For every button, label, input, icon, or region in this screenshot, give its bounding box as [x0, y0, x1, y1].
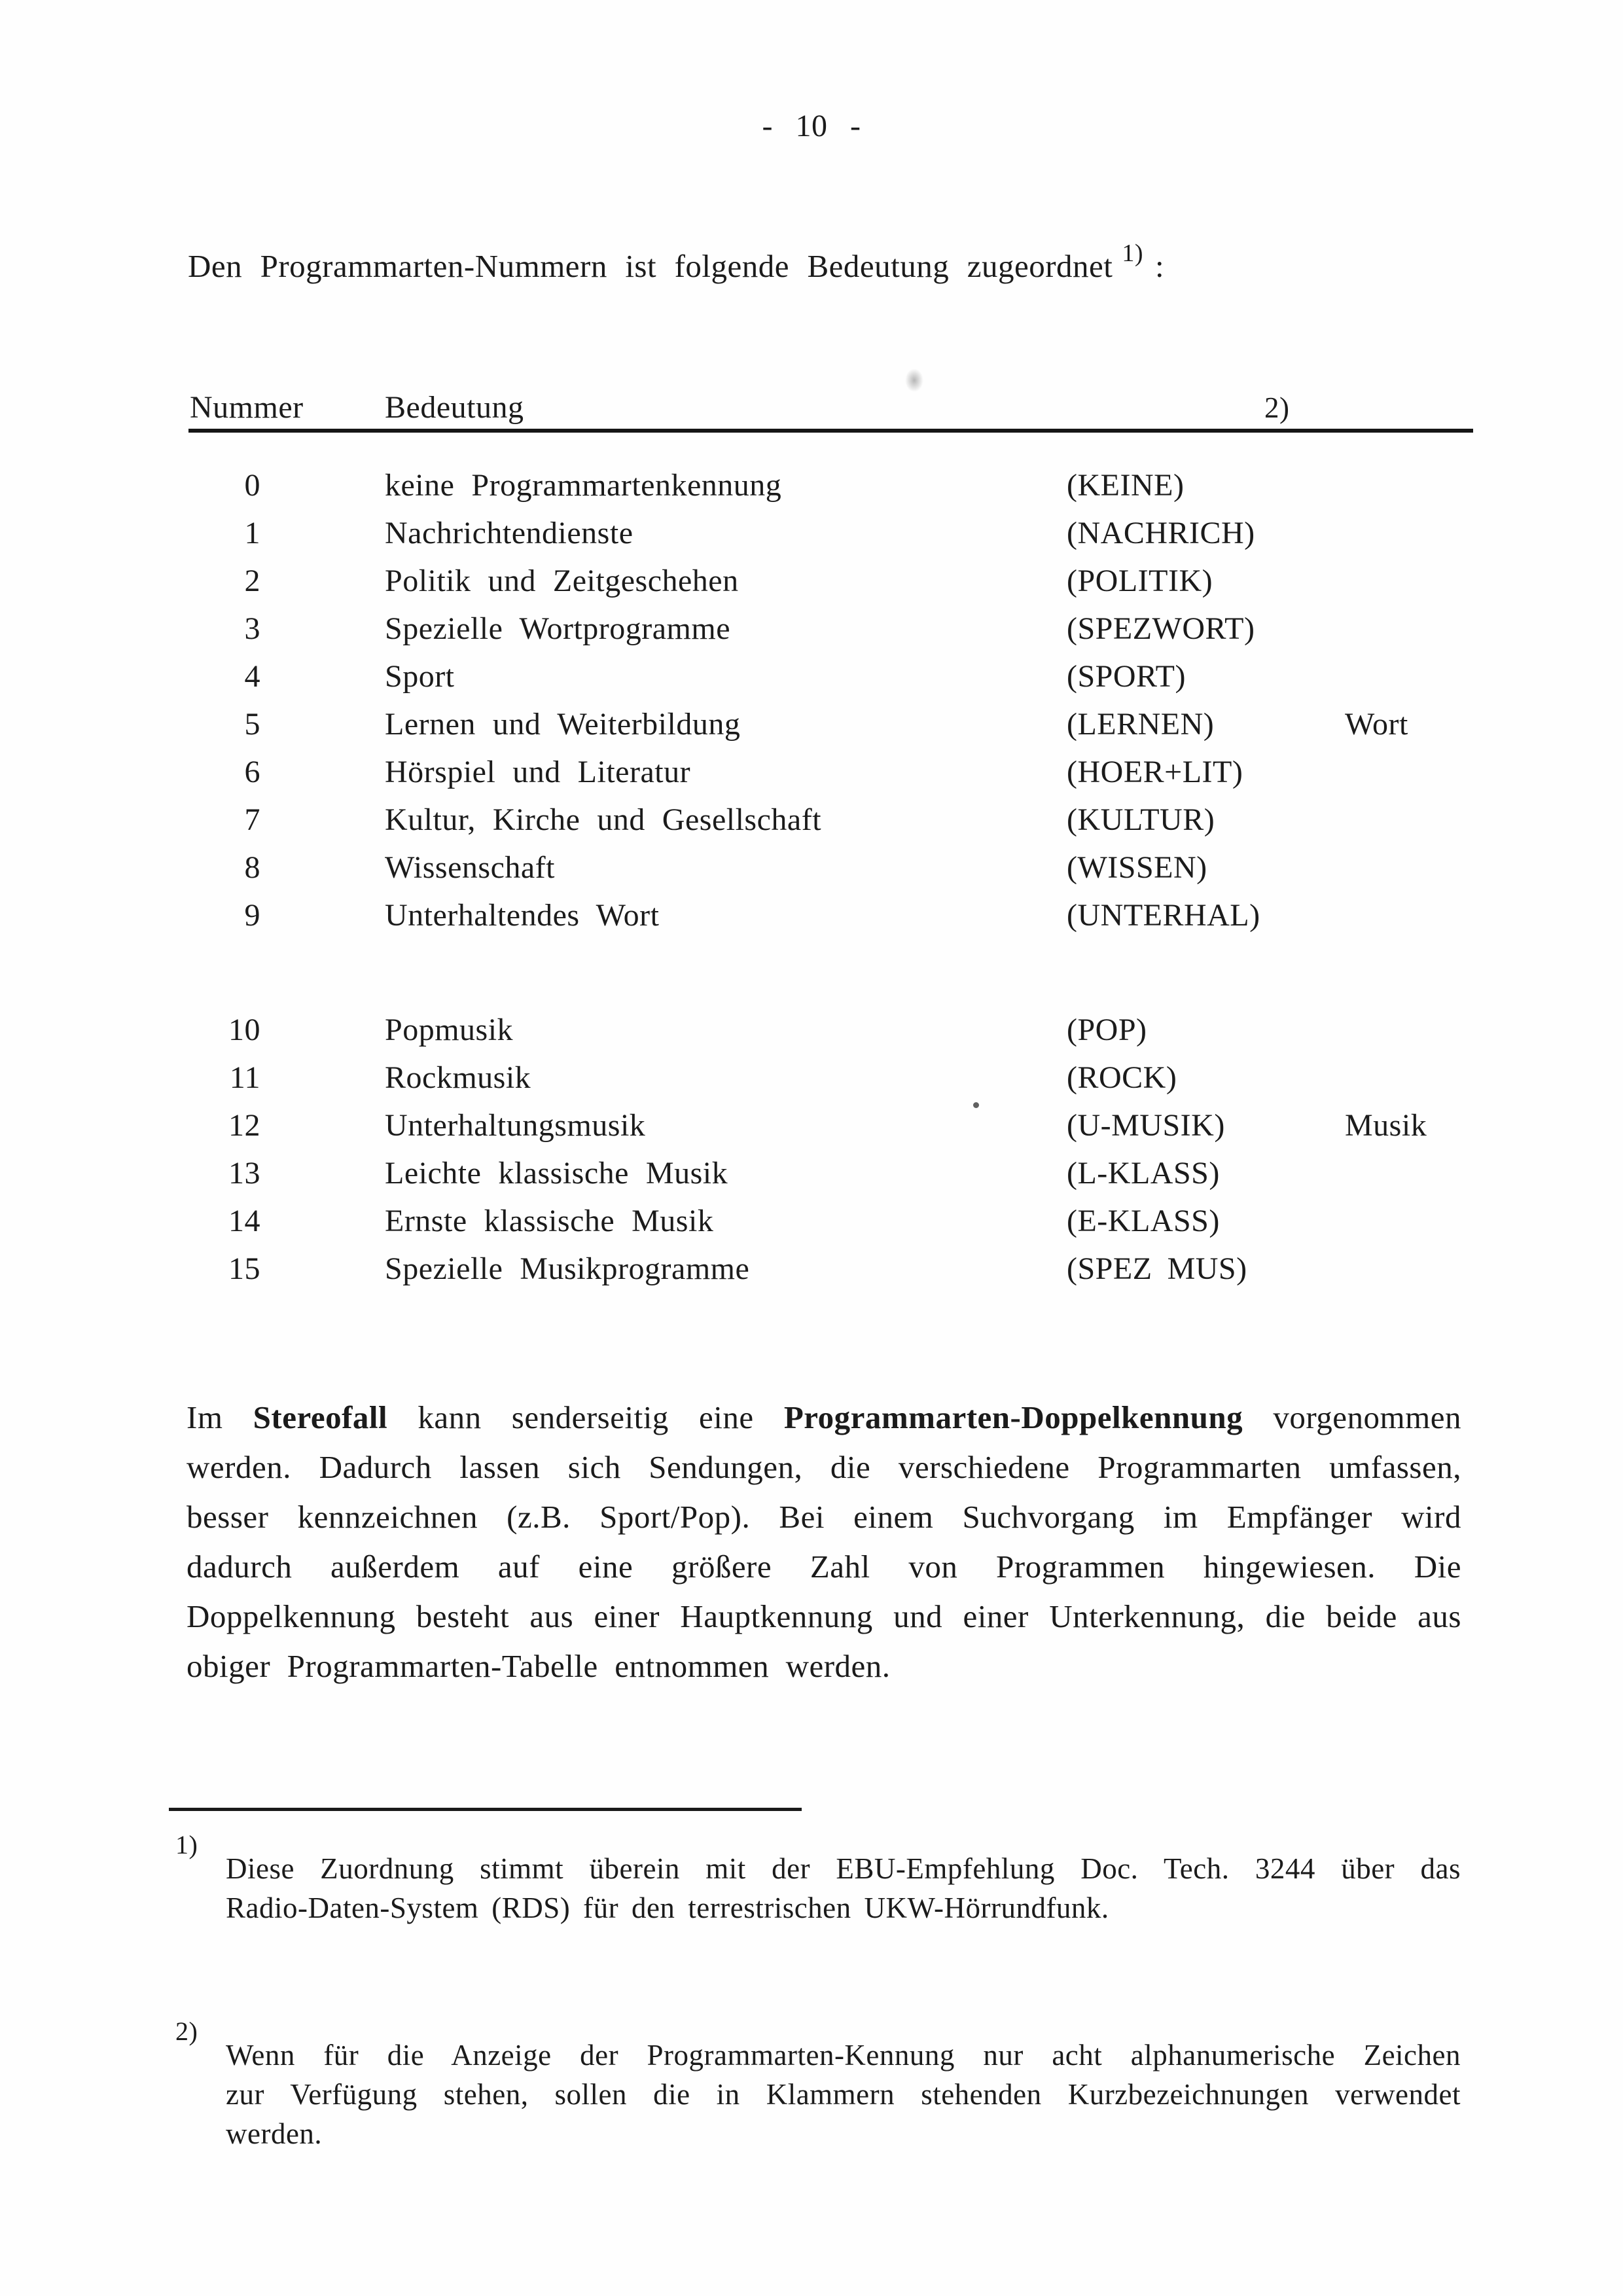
- table-row: [0, 700, 1623, 748]
- table-header-row: [0, 389, 1623, 429]
- page-number: - 10 -: [762, 109, 861, 143]
- row-bedeutung: Leichte klassische Musik: [385, 1156, 728, 1191]
- row-number: 7: [244, 802, 260, 837]
- paragraph-segment: vorgenommen werden. Dadurch lassen sich Sendungen, die verschiedene Programmarten umfassen, besser kennzeichnen (z.B. Sport/Pop). Bei einem Suchvorgang im Empfänger wird dadurch außerdem auf eine größere Zahl von Programmen hingewiesen. Die Doppelkennung besteht aus einer Hauptkennung und einer Unterkennung, die beide aus obiger Programmarten-Tabelle entnommen werden.: [187, 1399, 1461, 1684]
- row-number: 4: [244, 659, 260, 694]
- row-code: (L-KLASS): [1067, 1156, 1220, 1191]
- row-code: (KULTUR): [1067, 802, 1215, 837]
- row-number: 9: [244, 898, 260, 933]
- row-code: (SPEZ MUS): [1067, 1251, 1247, 1286]
- row-code: (E-KLASS): [1067, 1204, 1220, 1238]
- table-row: [0, 1102, 1623, 1149]
- table-row: [0, 1197, 1623, 1245]
- table-header-footnote-ref: 2): [1264, 391, 1290, 424]
- table-row: [0, 844, 1623, 891]
- row-code: (POP): [1067, 1013, 1147, 1047]
- row-number: 1: [244, 516, 260, 550]
- row-code: (NACHRICH): [1067, 516, 1255, 550]
- table-row: [0, 653, 1623, 700]
- row-number: 0: [244, 468, 260, 503]
- intro-text: Den Programmarten-Nummern ist folgende Bedeutung zugeordnet: [188, 248, 1113, 284]
- table-row: [0, 461, 1623, 509]
- row-bedeutung: Spezielle Musikprogramme: [385, 1251, 750, 1286]
- table-row: [0, 605, 1623, 653]
- row-code: (ROCK): [1067, 1060, 1177, 1095]
- row-code: (KEINE): [1067, 468, 1185, 503]
- paragraph-segment: kann senderseitig eine: [387, 1399, 784, 1435]
- row-code: (POLITIK): [1067, 564, 1213, 598]
- paragraph-bold-doppelkennung: Programmarten-Doppelkennung: [783, 1399, 1243, 1435]
- row-code: (HOER+LIT): [1067, 755, 1243, 789]
- table-row: [0, 557, 1623, 605]
- footnote-2-marker: 2): [175, 2017, 198, 2046]
- row-bedeutung: Unterhaltendes Wort: [385, 898, 660, 933]
- row-bedeutung: Spezielle Wortprogramme: [385, 611, 731, 646]
- footnote-2-text: [226, 2036, 1461, 2153]
- row-number: 8: [244, 850, 260, 885]
- row-bedeutung: Kultur, Kirche und Gesellschaft: [385, 802, 822, 837]
- table-row: [0, 1149, 1623, 1197]
- row-number: 3: [244, 611, 260, 646]
- paragraph-segment: Im: [187, 1399, 253, 1435]
- row-group-label: Wort: [1345, 707, 1408, 742]
- paragraph-bold-stereofall: Stereofall: [253, 1399, 388, 1435]
- footnote-line: zur Verfügung stehen, sollen die in Klammern stehenden Kurzbezeichnungen verwendet: [226, 2078, 1461, 2111]
- row-bedeutung: Sport: [385, 659, 455, 694]
- table-header-bedeutung: Bedeutung: [385, 390, 524, 425]
- row-code: (UNTERHAL): [1067, 898, 1260, 933]
- table-row: [0, 509, 1623, 557]
- table-row: [0, 1006, 1623, 1054]
- table-row: [0, 1054, 1623, 1102]
- footnote-1-text: [226, 1849, 1461, 1928]
- footnote-line: Wenn für die Anzeige der Programmarten-Kennung nur acht alphanumerische Zeichen: [226, 2039, 1461, 2072]
- row-number: 13: [228, 1156, 260, 1191]
- row-bedeutung: Unterhaltungsmusik: [385, 1108, 646, 1143]
- row-code: (LERNEN): [1067, 707, 1215, 742]
- row-number: 10: [228, 1013, 260, 1047]
- program-type-table-rows: [0, 461, 1623, 1293]
- table-row: [0, 796, 1623, 844]
- row-number: 11: [229, 1060, 260, 1095]
- row-bedeutung: Popmusik: [385, 1013, 514, 1047]
- table-header-rule: [188, 429, 1473, 433]
- row-bedeutung: Ernste klassische Musik: [385, 1204, 714, 1238]
- row-number: 12: [228, 1108, 260, 1143]
- row-bedeutung: Politik und Zeitgeschehen: [385, 564, 739, 598]
- row-number: 5: [244, 707, 260, 742]
- row-bedeutung: Lernen und Weiterbildung: [385, 707, 741, 742]
- row-bedeutung: Hörspiel und Literatur: [385, 755, 691, 789]
- row-code: (SPORT): [1067, 659, 1186, 694]
- row-number: 2: [244, 564, 260, 598]
- footnote-1-marker: 1): [175, 1830, 198, 1859]
- row-bedeutung: Wissenschaft: [385, 850, 555, 885]
- row-code: (WISSEN): [1067, 850, 1207, 885]
- row-code: (SPEZWORT): [1067, 611, 1255, 646]
- scan-artifact-smudge: [905, 368, 923, 392]
- table-row: [0, 891, 1623, 939]
- intro-footnote-ref: 1): [1122, 240, 1144, 267]
- footnote-line: Diese Zuordnung stimmt überein mit der EBU-Empfehlung Doc. Tech. 3244 über das: [226, 1852, 1461, 1885]
- footnote-separator-rule: [169, 1808, 802, 1811]
- row-code: (U-MUSIK): [1067, 1108, 1225, 1143]
- intro-line: [188, 240, 1165, 285]
- footnote-line: Radio-Daten-System (RDS) für den terrestrischen UKW-Hörrundfunk.: [226, 1892, 1109, 1924]
- row-number: 14: [228, 1204, 260, 1238]
- row-number: 15: [228, 1251, 260, 1286]
- stereo-paragraph: [187, 1393, 1461, 1691]
- table-row: [0, 1245, 1623, 1293]
- intro-colon: :: [1155, 248, 1165, 284]
- footnote-line: werden.: [226, 2117, 323, 2150]
- table-row: [0, 748, 1623, 796]
- row-bedeutung: keine Programmartenkennung: [385, 468, 782, 503]
- table-header-nummer: Nummer: [190, 390, 304, 425]
- row-bedeutung: Nachrichtendienste: [385, 516, 633, 550]
- scan-artifact-dot: [973, 1102, 979, 1108]
- row-number: 6: [244, 755, 260, 789]
- row-group-label: Musik: [1345, 1108, 1427, 1143]
- row-bedeutung: Rockmusik: [385, 1060, 531, 1095]
